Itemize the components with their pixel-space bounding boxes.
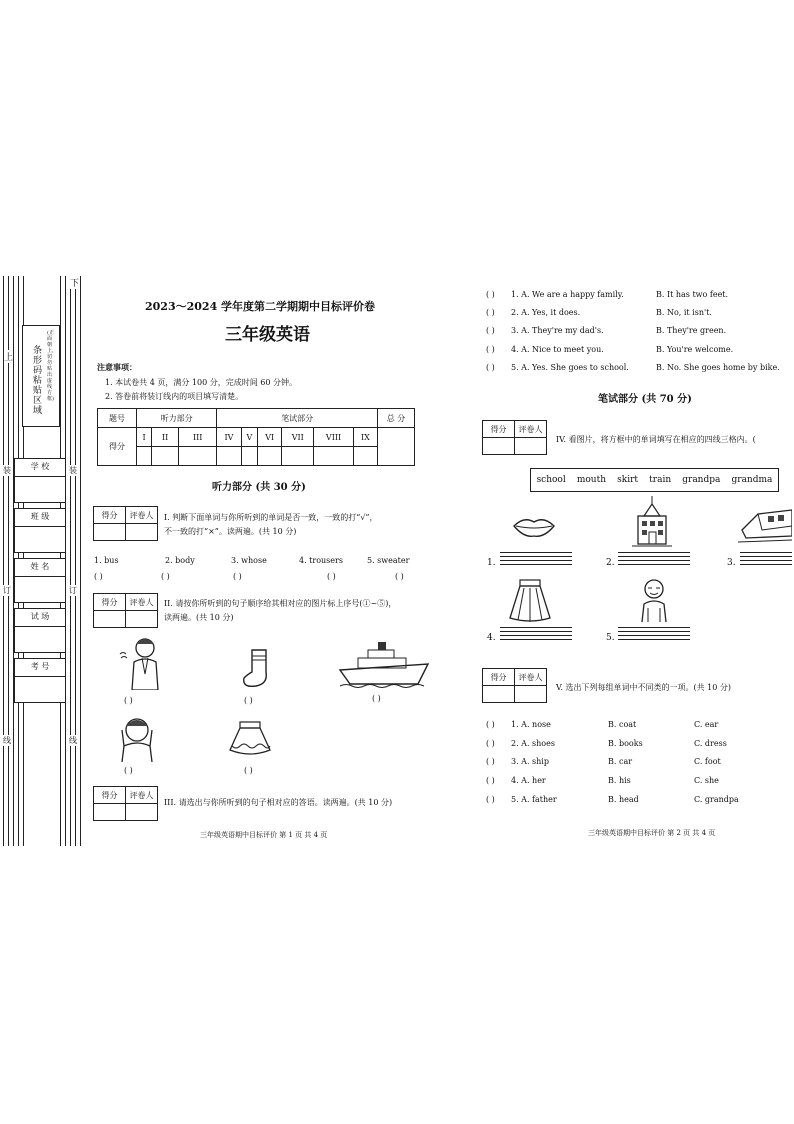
q5-item-3-b: B. car <box>608 757 633 766</box>
q1-answer-2[interactable]: ( ) <box>161 572 170 581</box>
q3-item-2-a: 2. A. Yes, it does. <box>511 308 581 317</box>
page-title: 三年级英语 <box>225 325 310 345</box>
q3-item-4-answer[interactable]: ( ) <box>486 345 495 354</box>
school-field[interactable]: 学 校 <box>14 458 66 503</box>
score-table-col: IX <box>353 428 377 447</box>
q1-score-box: 得分 评卷人 <box>93 506 158 541</box>
q4-instruction: IV. 看图片，将方框中的单词填写在相应的四线三格内。( <box>556 435 756 444</box>
word-bank-item: mouth <box>576 475 607 485</box>
child-covering-ears-picture <box>112 714 162 762</box>
q5-item-1-c: C. ear <box>694 720 719 729</box>
q2-instruction-2: 读两遍。(共 10 分) <box>164 613 234 622</box>
q2-score-box: 得分 评卷人 <box>93 593 158 628</box>
skirt-picture-2 <box>508 578 552 624</box>
q2-answer-2[interactable]: ( ) <box>244 696 253 705</box>
q1-answer-1[interactable]: ( ) <box>94 572 103 581</box>
q5-item-4-c: C. she <box>694 776 719 785</box>
grandpa-picture <box>636 578 672 624</box>
q3-item-5-answer[interactable]: ( ) <box>486 363 495 372</box>
q5-item-1-b: B. coat <box>608 720 637 729</box>
q4-writing-lines-3[interactable] <box>740 552 792 568</box>
written-heading: 笔试部分 (共 70 分) <box>598 394 692 405</box>
score-cell[interactable] <box>217 447 241 466</box>
q5-item-5-answer[interactable]: ( ) <box>486 795 495 804</box>
score-table-col: VII <box>282 428 314 447</box>
score-table-qnum-header: 题号 <box>98 409 137 428</box>
score-cell[interactable] <box>179 447 217 466</box>
skirt-picture <box>226 720 274 760</box>
page-2-footer: 三年级英语期中目标评价 第 2 页 共 4 页 <box>588 829 716 837</box>
notes-title: 注意事项： <box>97 362 137 372</box>
side-char-xian: 线 <box>3 736 11 745</box>
q2-answer-4[interactable]: ( ) <box>124 766 133 775</box>
q1-answer-5[interactable]: ( ) <box>395 572 404 581</box>
score-table-listening-header: 听力部分 <box>137 409 217 428</box>
q5-instruction: V. 选出下列每组单词中不同类的一项。(共 10 分) <box>556 683 731 692</box>
score-table-total-header: 总 分 <box>378 409 415 428</box>
score-cell[interactable] <box>282 447 314 466</box>
q4-num-5: 5. <box>606 633 615 643</box>
train-picture <box>738 500 792 544</box>
q3-instruction: III. 请选出与你所听到的句子相对应的答语。读两遍。(共 10 分) <box>164 798 393 807</box>
q1-word-1: 1. bus <box>94 556 119 565</box>
q1-word-4: 4. trousers <box>299 556 343 565</box>
q1-answer-4[interactable]: ( ) <box>327 572 336 581</box>
side-char-ding-2: 订 <box>69 586 77 595</box>
q3-item-1-answer[interactable]: ( ) <box>486 290 495 299</box>
ship-picture <box>338 640 430 688</box>
q5-score-box: 得分 评卷人 <box>482 668 547 703</box>
q5-item-3-answer[interactable]: ( ) <box>486 757 495 766</box>
q5-item-2-answer[interactable]: ( ) <box>486 739 495 748</box>
score-table-col: V <box>241 428 258 447</box>
word-bank-item: grandpa <box>682 475 721 485</box>
exam-header: 2023～2024 学年度第二学期期中目标评价卷 <box>145 300 376 313</box>
score-cell[interactable] <box>241 447 258 466</box>
q3-item-5-b: B. No. She goes home by bike. <box>656 363 780 372</box>
sock-picture <box>238 648 278 690</box>
q4-num-4: 4. <box>487 633 496 643</box>
q4-writing-lines-4[interactable] <box>500 627 572 643</box>
q4-writing-lines-2[interactable] <box>618 552 690 568</box>
q1-instruction-2: 不一致的打“×”。读两遍。(共 10 分) <box>164 527 297 536</box>
score-table-col: II <box>152 428 179 447</box>
score-table <box>97 408 415 466</box>
score-cell[interactable] <box>314 447 354 466</box>
school-picture <box>630 494 674 548</box>
q1-answer-3[interactable]: ( ) <box>233 572 242 581</box>
word-bank-item: skirt <box>617 475 639 485</box>
score-cell[interactable] <box>137 447 152 466</box>
q1-word-3: 3. whose <box>231 556 267 565</box>
score-table-total-cell[interactable] <box>378 428 415 466</box>
q3-item-4-b: B. You're welcome. <box>656 345 734 354</box>
q2-answer-5[interactable]: ( ) <box>244 766 253 775</box>
q5-item-4-a: 4. A. her <box>511 776 546 785</box>
score-cell[interactable] <box>152 447 179 466</box>
q5-item-5-c: C. grandpa <box>694 795 739 804</box>
listening-heading: 听力部分 (共 30 分) <box>212 482 306 493</box>
word-bank-item: school <box>536 475 566 485</box>
page-1-footer: 三年级英语期中目标评价 第 1 页 共 4 页 <box>200 831 328 839</box>
q3-item-2-answer[interactable]: ( ) <box>486 308 495 317</box>
q2-instruction: II. 请按你所听到的句子顺序给其相对应的图片标上序号(①~⑤)， <box>164 599 397 608</box>
q1-instruction: I. 判断下面单词与你所听到的单词是否一致，一致的打“√”， <box>164 513 378 522</box>
class-field[interactable]: 班 级 <box>14 508 66 553</box>
q3-score-box: 得分 评卷人 <box>93 786 158 821</box>
q5-item-4-answer[interactable]: ( ) <box>486 776 495 785</box>
word-bank-item: train <box>649 475 672 485</box>
exam-number-field[interactable]: 考 号 <box>14 658 66 703</box>
name-field[interactable]: 姓 名 <box>14 558 66 603</box>
q4-writing-lines-1[interactable] <box>500 552 572 568</box>
q3-item-3-answer[interactable]: ( ) <box>486 326 495 335</box>
q5-item-2-b: B. books <box>608 739 643 748</box>
score-table-col: VIII <box>314 428 354 447</box>
score-cell[interactable] <box>258 447 282 466</box>
score-table-col: VI <box>258 428 282 447</box>
q5-item-4-b: B. his <box>608 776 631 785</box>
person-talking-picture <box>118 634 168 690</box>
note-2: 2. 答卷前将装订线内的项目填写清楚。 <box>105 392 244 401</box>
barcode-label: 条形码粘贴区域 <box>33 346 43 416</box>
q3-item-5-a: 5. A. Yes. She goes to school. <box>511 363 629 372</box>
mouth-picture <box>512 514 556 540</box>
q3-item-1-a: 1. A. We are a happy family. <box>511 290 624 299</box>
barcode-area <box>22 325 60 427</box>
barcode-note: (正面朝上，切勿贴出虚线方框) <box>47 330 58 402</box>
exam-room-field[interactable]: 试 场 <box>14 608 66 653</box>
q2-answer-3[interactable]: ( ) <box>372 694 381 703</box>
side-char-ding: 订 <box>3 586 11 595</box>
q5-item-5-a: 5. A. father <box>511 795 557 804</box>
q4-num-3: 3. <box>727 558 736 568</box>
q1-word-2: 2. body <box>165 556 195 565</box>
q4-num-2: 2. <box>606 558 615 568</box>
score-cell[interactable] <box>353 447 377 466</box>
q5-item-2-a: 2. A. shoes <box>511 739 555 748</box>
top-label-right: 下 <box>70 276 79 289</box>
side-char-xian-2: 线 <box>69 736 77 745</box>
side-char-zhuang-2: 装 <box>69 466 77 475</box>
q5-item-3-a: 3. A. ship <box>511 757 549 766</box>
side-char-zhuang: 装 <box>3 466 11 475</box>
word-bank-item: grandma <box>731 475 773 485</box>
note-1: 1. 本试卷共 4 页，满分 100 分，完成时间 60 分钟。 <box>105 378 297 387</box>
q4-score-box: 得分 评卷人 <box>482 420 547 455</box>
q4-word-bank <box>530 468 779 492</box>
score-table-written-header: 笔试部分 <box>217 409 378 428</box>
score-table-col: IV <box>217 428 241 447</box>
q4-writing-lines-5[interactable] <box>618 627 690 643</box>
score-table-score-label: 得分 <box>98 428 137 466</box>
q4-num-1: 1. <box>487 558 496 568</box>
score-table-col: III <box>179 428 217 447</box>
q1-word-5: 5. sweater <box>367 556 410 565</box>
q5-item-5-b: B. head <box>608 795 639 804</box>
q3-item-1-b: B. It has two feet. <box>656 290 729 299</box>
q3-item-2-b: B. No, it isn't. <box>656 308 712 317</box>
q5-item-2-c: C. dress <box>694 739 727 748</box>
q3-item-4-a: 4. A. Nice to meet you. <box>511 345 604 354</box>
q5-item-1-a: 1. A. nose <box>511 720 551 729</box>
q2-answer-1[interactable]: ( ) <box>124 696 133 705</box>
top-label-left: 上 <box>4 350 13 363</box>
score-table-col: I <box>137 428 152 447</box>
q3-item-3-a: 3. A. They're my dad's. <box>511 326 604 335</box>
q3-item-3-b: B. They're green. <box>656 326 727 335</box>
q5-item-1-answer[interactable]: ( ) <box>486 720 495 729</box>
q5-item-3-c: C. foot <box>694 757 721 766</box>
